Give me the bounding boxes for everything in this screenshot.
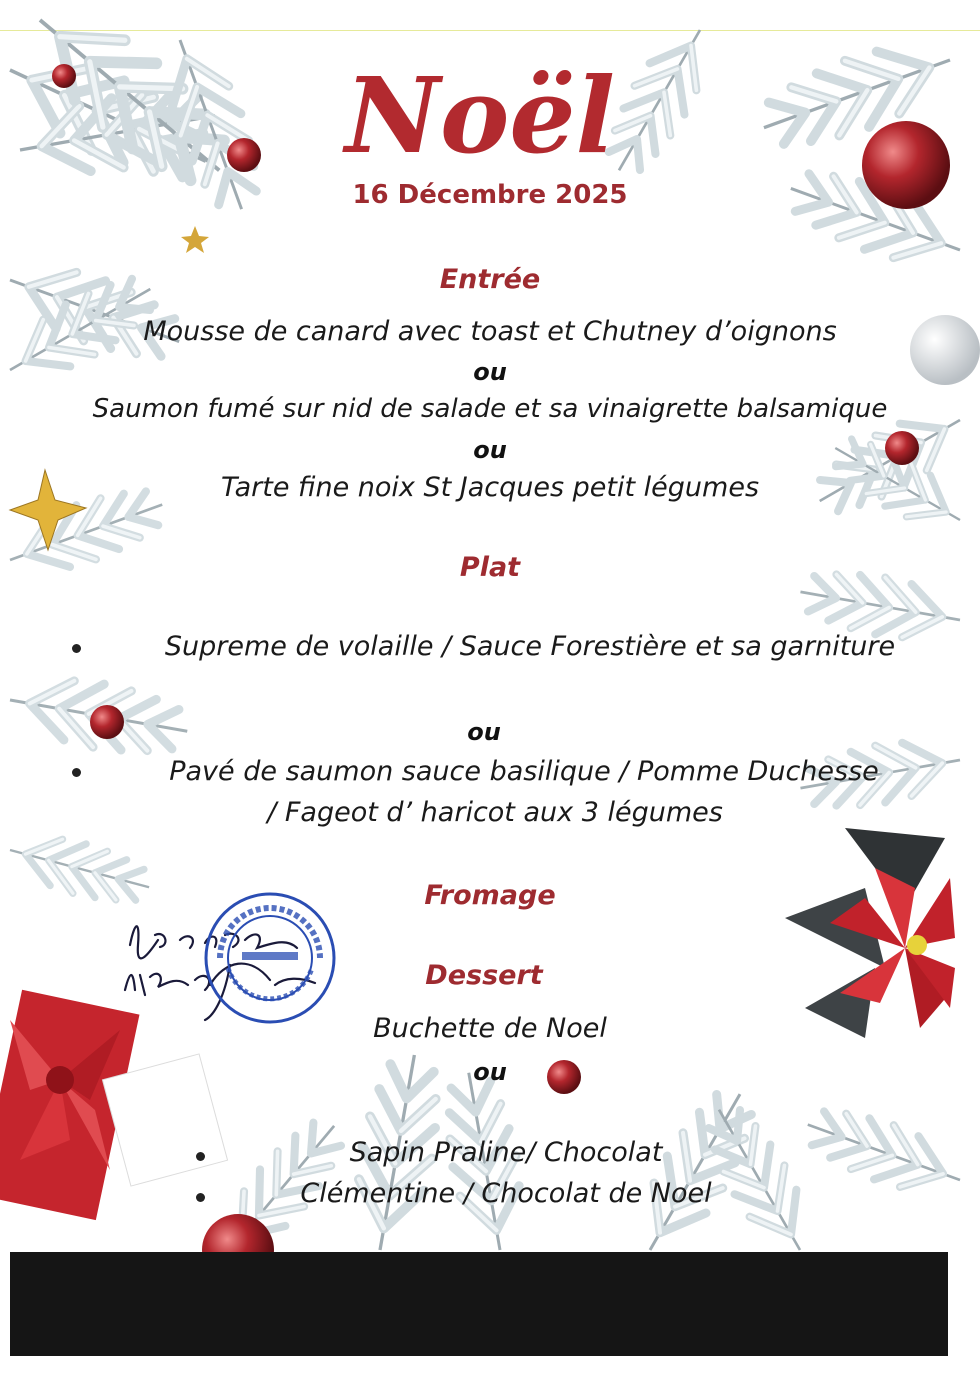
separator-ou: ou [473, 358, 507, 386]
star-small [181, 226, 209, 253]
plat-item-2: Pavé de saumon sauce basilique / Pomme Duchesse [169, 756, 879, 787]
separator-ou: ou [473, 436, 507, 464]
separator-ou: ou [473, 1058, 507, 1086]
dessert-item-2: Sapin Praline/ Chocolat [349, 1137, 663, 1168]
separator-ou: ou [467, 718, 501, 746]
plat-item-2-continued: / Fageot d’ haricot aux 3 légumes [267, 797, 723, 828]
section-title-fromage: Fromage [424, 880, 556, 911]
section-title-entree: Entrée [439, 264, 541, 295]
dessert-item-1: Buchette de Noel [373, 1013, 607, 1044]
bauble-1 [52, 64, 76, 88]
scan-black-bar [10, 1252, 948, 1356]
bauble-2 [227, 138, 261, 172]
entree-item-3: Tarte fine noix St Jacques petit légumes [220, 472, 760, 503]
entree-item-2: Saumon fumé sur nid de salade et sa vinaigrette balsamique [92, 394, 888, 424]
noel-script-title [330, 40, 630, 200]
school-stamp [200, 888, 340, 1028]
menu-date: 16 Décembre 2025 [352, 180, 628, 210]
poinsettia [785, 828, 955, 1038]
entree-item-1: Mousse de canard avec toast et Chutney d’oignons [143, 316, 837, 347]
svg-text:Noël: Noël [344, 54, 616, 177]
branch-middle [0, 478, 965, 912]
dessert-item-3: Clémentine / Chocolat de Noel [300, 1178, 712, 1209]
section-title-plat: Plat [459, 552, 521, 583]
plat-item-1: Supreme de volaille / Sauce Forestière et sa garniture [164, 631, 896, 662]
section-title-dessert: Dessert [425, 960, 543, 991]
